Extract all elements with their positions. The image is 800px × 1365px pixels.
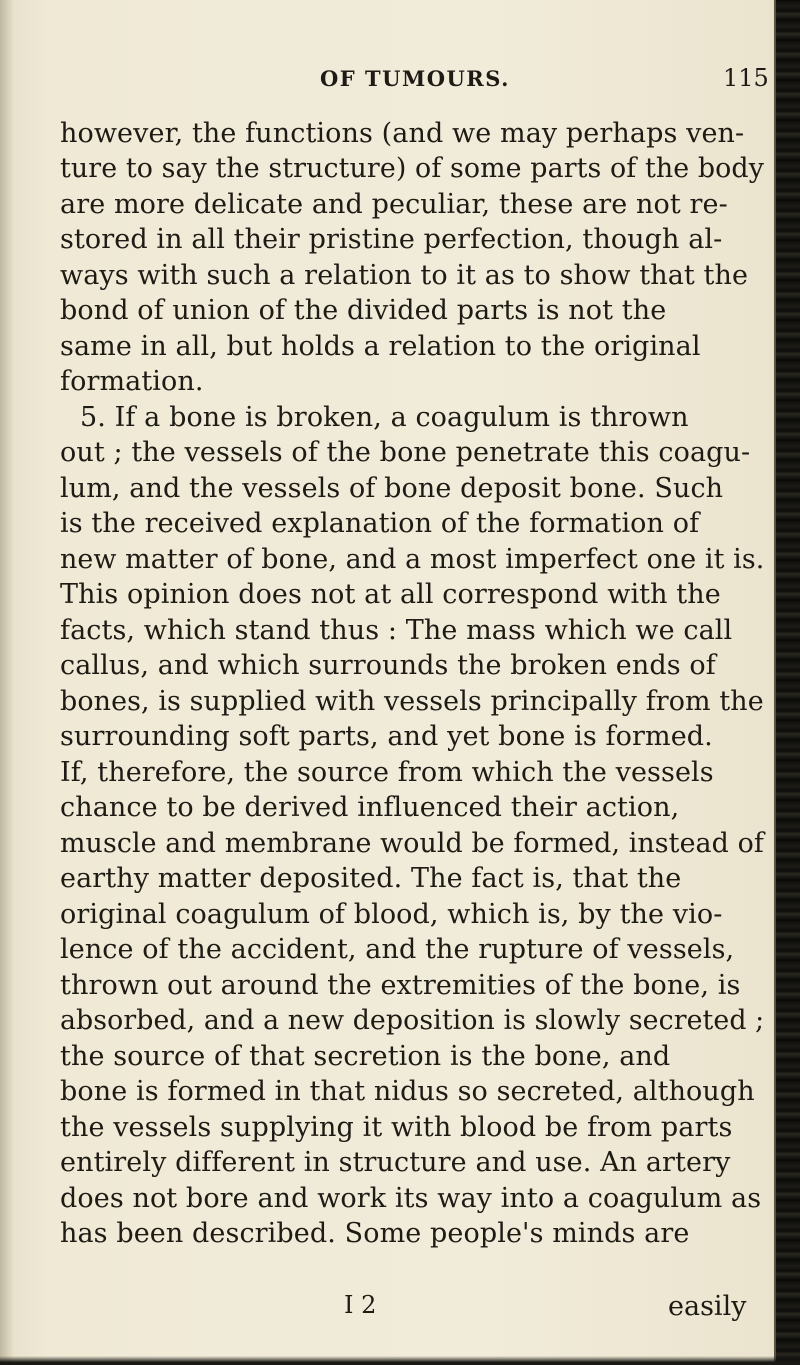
text-line: original coagulum of blood, which is, by the vio- bbox=[60, 899, 723, 930]
text-line: ture to say the structure) of some parts of the body bbox=[60, 153, 764, 184]
book-binding-edge bbox=[774, 0, 800, 1365]
text-line: bones, is supplied with vessels principally from the bbox=[60, 686, 764, 717]
text-line: bond of union of the divided parts is not the bbox=[60, 295, 667, 326]
text-line: earthy matter deposited. The fact is, that the bbox=[60, 863, 682, 894]
text-line: lum, and the vessels of bone deposit bone. Such bbox=[60, 473, 724, 504]
text-line: surrounding soft parts, and yet bone is formed. bbox=[60, 721, 713, 752]
text-line: facts, which stand thus : The mass which we call bbox=[60, 615, 733, 646]
text-line: has been described. Some people's minds are bbox=[60, 1218, 690, 1249]
page-number: 115 bbox=[723, 64, 769, 92]
text-line: This opinion does not at all correspond with the bbox=[60, 579, 721, 610]
text-line: ways with such a relation to it as to show that the bbox=[60, 260, 749, 291]
text-line: are more delicate and peculiar, these are not re- bbox=[60, 189, 728, 220]
gutter-shadow bbox=[0, 0, 14, 1365]
catchline bbox=[0, 1291, 800, 1323]
text-line: chance to be derived influenced their action, bbox=[60, 792, 680, 823]
text-line: callus, and which surrounds the broken ends of bbox=[60, 650, 716, 681]
bottom-page-edge bbox=[0, 1356, 800, 1365]
text-line: however, the functions (and we may perhaps ven- bbox=[60, 118, 745, 149]
text-line: formation. bbox=[60, 366, 204, 397]
signature-mark: I 2 bbox=[344, 1291, 377, 1319]
text-line: out ; the vessels of the bone penetrate this coagu- bbox=[60, 437, 751, 468]
text-line: muscle and membrane would be formed, instead of bbox=[60, 828, 764, 859]
running-head-title: OF TUMOURS. bbox=[320, 66, 510, 91]
text-line: is the received explanation of the formation of bbox=[60, 508, 700, 539]
text-line: entirely different in structure and use. An artery bbox=[60, 1147, 731, 1178]
text-line: 5. If a bone is broken, a coagulum is thrown bbox=[80, 402, 689, 433]
text-line: the vessels supplying it with blood be from parts bbox=[60, 1112, 733, 1143]
running-head bbox=[0, 60, 800, 100]
text-line: If, therefore, the source from which the vessels bbox=[60, 757, 714, 788]
text-line: lence of the accident, and the rupture of vessels, bbox=[60, 934, 735, 965]
text-line: absorbed, and a new deposition is slowly secreted ; bbox=[60, 1005, 765, 1036]
text-line: same in all, but holds a relation to the original bbox=[60, 331, 701, 362]
text-line: new matter of bone, and a most imperfect one it is. bbox=[60, 544, 765, 575]
text-line: stored in all their pristine perfection, though al- bbox=[60, 224, 723, 255]
catchword: easily bbox=[668, 1291, 747, 1322]
text-line: bone is formed in that nidus so secreted, although bbox=[60, 1076, 755, 1107]
text-line: thrown out around the extremities of the bone, is bbox=[60, 970, 741, 1001]
text-line: the source of that secretion is the bone, and bbox=[60, 1041, 671, 1072]
text-line: does not bore and work its way into a coagulum as bbox=[60, 1183, 762, 1214]
